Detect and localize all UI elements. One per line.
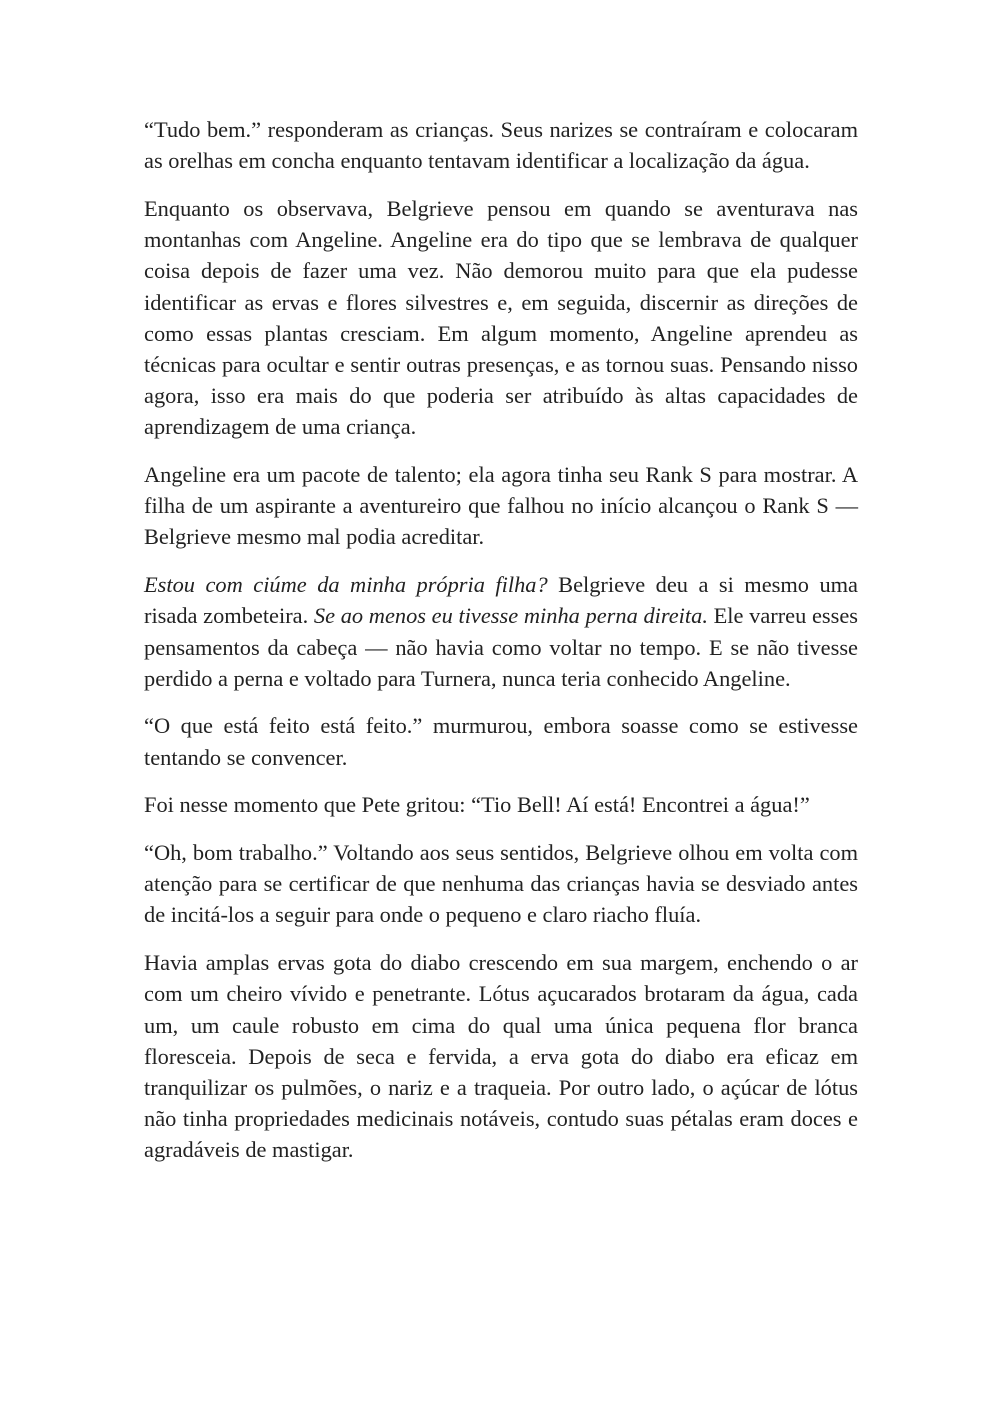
paragraph xyxy=(144,193,858,443)
paragraph xyxy=(144,837,858,931)
text-span: “Tudo bem.” responderam as crianças. Seus narizes se contraíram e colocaram as orelhas em concha enquanto tentavam identificar a localização da água. xyxy=(144,117,858,174)
paragraph xyxy=(144,789,858,820)
text-span: Angeline era um pacote de talento; ela agora tinha seu Rank S para mostrar. A filha de um aspirante a aventureiro que falhou no início alcançou o Rank S — Belgrieve mesmo mal podia acreditar. xyxy=(144,462,858,550)
paragraph xyxy=(144,710,858,772)
paragraph xyxy=(144,459,858,553)
text-span: “Oh, bom trabalho.” Voltando aos seus sentidos, Belgrieve olhou em volta com atenção para se certificar de que nenhuma das crianças havia se desviado antes de incitá-los a seguir para onde o pequeno e claro riacho fluía. xyxy=(144,840,858,928)
text-span: Belgrieve deu a si mesmo uma risada zombeteira. xyxy=(144,572,858,629)
text-span: Enquanto os observava, Belgrieve pensou em quando se aventurava nas montanhas com Angeline. Angeline era do tipo que se lembrava de qualquer coisa depois de fazer uma vez. Não demorou muito para que ela pudesse identificar as ervas e flores silvestres e, em seguida, discernir as direções de como essas plantas cresciam. Em algum momento, Angeline aprendeu as técnicas para ocultar e sentir outras presenças, e as tornou suas. Pensando nisso agora, isso era mais do que poderia ser atribuído às altas capacidades de aprendizagem de uma criança. xyxy=(144,195,858,440)
text-span: Havia amplas ervas gota do diabo crescendo em sua margem, enchendo o ar com um cheiro vívido e penetrante. Lótus açucarados brotaram da água, cada um, um caule robusto em cima do qual uma única pequena flor branca floresceia. Depois de seca e fervida, a erva gota do diabo era eficaz em tranquilizar os pulmões, o nariz e a traqueia. Por outro lado, o açúcar de lótus não tinha propriedades medicinais notáveis, contudo suas pétalas eram doces e agradáveis de mastigar. xyxy=(144,950,858,1163)
page-body xyxy=(144,114,858,1166)
text-span: “O que está feito está feito.” murmurou, embora soasse como se estivesse tentando se convencer. xyxy=(144,713,858,770)
paragraph xyxy=(144,947,858,1165)
paragraph xyxy=(144,114,858,176)
italic-thought: Estou com ciúme da minha própria filha? xyxy=(144,572,548,598)
text-span: Foi nesse momento que Pete gritou: “Tio Bell! Aí está! Encontrei a água!” xyxy=(144,792,810,818)
italic-thought: Se ao menos eu tivesse minha perna direita. xyxy=(313,603,708,629)
paragraph xyxy=(144,569,858,694)
text-span: Ele varreu esses pensamentos da cabeça — não havia como voltar no tempo. E se não tivesse perdido a perna e voltado para Turnera, nunca teria conhecido Angeline. xyxy=(144,603,859,691)
